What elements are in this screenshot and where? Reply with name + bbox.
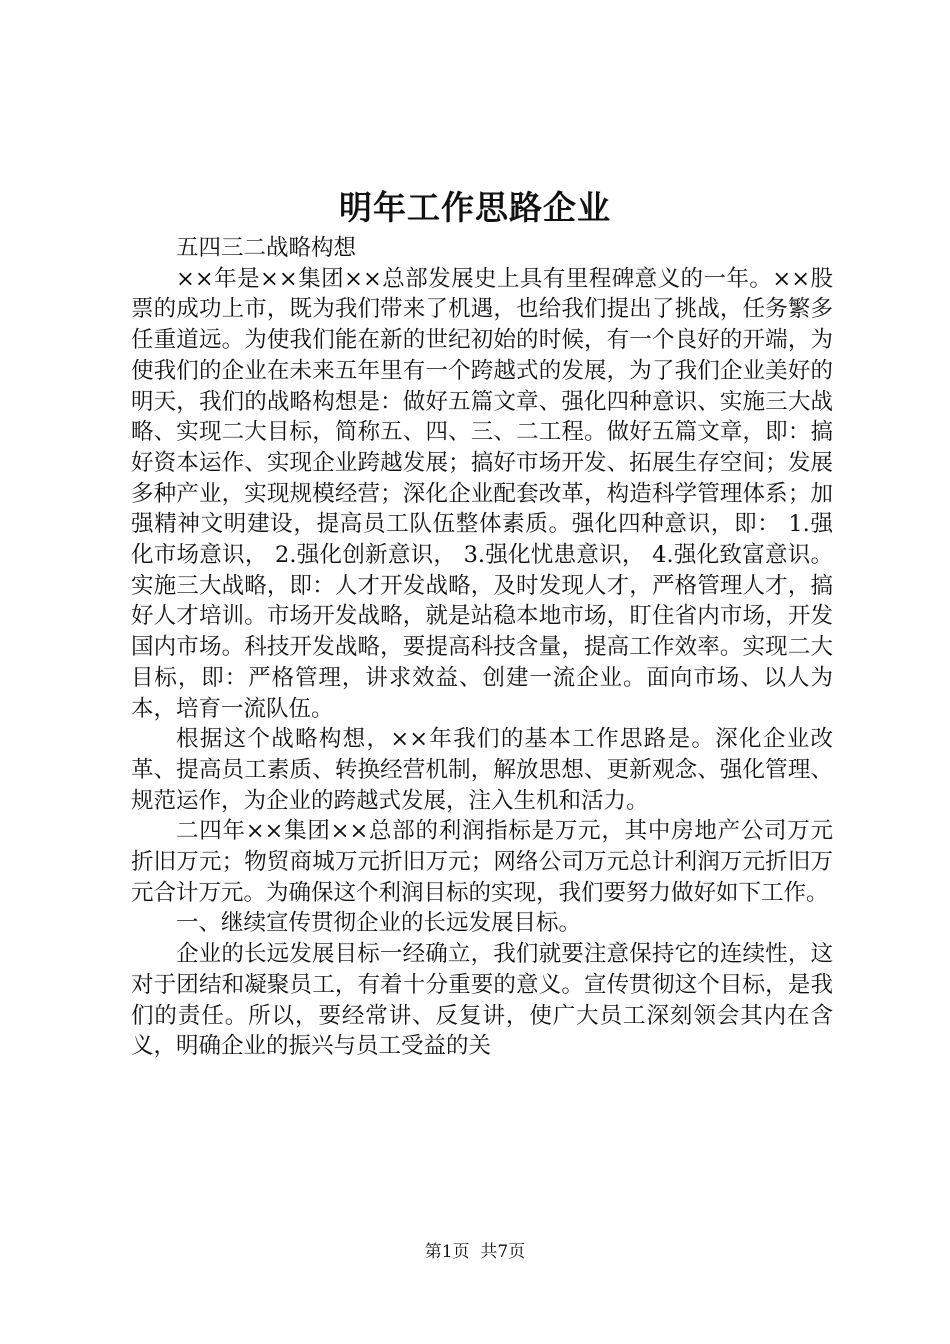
paragraph-heading-strategy: 五四三二战略构想 bbox=[176, 235, 357, 261]
paragraph-profit-target: 二四年××集团××总部的利润指标是万元，其中房地产公司万元折旧万元；物贸商城万元折旧万元；网络公司万元总计利润万元折旧万元合计万元。为确保这个利润目标的实现，我们要努力做好如下工作。 bbox=[131, 818, 833, 906]
paragraph-strategy-detail: ××年是××集团××总部发展史上具有里程碑意义的一年。××股票的成功上市，既为我们带来了机遇，也给我们提出了挑战，任务繁多任重道远。为使我们能在新的世纪初始的时候，有一个良好的开端，为使我们的企业在未来五年里有一个跨越式的发展，为了我们企业美好的明天，我们的战略构想是：做好五篇文章、强化四种意识、实施三大战略、实现二大目标，简称五、四、三、二工程。做好五篇文章，即：搞好资本运作、实现企业跨越发展；搞好市场开发、拓展生存空间；发展多种产业，实现规模经营；深化企业配套改革，构造科学管理体系；加强精神文明建设，提高员工队伍整体素质。强化四种意识，即： 1.强化市场意识， 2.强化创新意识， 3.强化忧患意识， 4.强化致富意识。实施三大战略，即：人才开发战略，及时发现人才，严格管理人才，搞好人才培训。市场开发战略，就是站稳本地市场，盯住省内市场，开发国内市场。科技开发战略，要提高科技含量，提高工作效率。实现二大目标，即：严格管理，讲求效益、创建一流企业。面向市场、以人为本，培育一流队伍。 bbox=[131, 265, 833, 722]
paragraph-section-one-heading: 一、继续宣传贯彻企业的长远发展目标。 bbox=[176, 910, 582, 937]
paragraph-work-approach: 根据这个战略构想，××年我们的基本工作思路是。深化企业改革、提高员工素质、转换经营机制，解放思想、更新观念、强化管理、规范运作，为企业的跨越式发展，注入生机和活力。 bbox=[131, 726, 833, 814]
page-footer: 第1页 共7页 bbox=[424, 1242, 526, 1262]
document-body bbox=[131, 233, 833, 1062]
document-title: 明年工作思路企业 bbox=[339, 188, 611, 227]
paragraph-section-one-body: 企业的长远发展目标一经确立，我们就要注意保持它的连续性，这对于团结和凝聚员工，有着十分重要的意义。宣传贯彻这个目标，是我们的责任。所以，要经常讲、反复讲，使广大员工深刻领会其内在含义，明确企业的振兴与员工受益的关 bbox=[131, 941, 833, 1060]
